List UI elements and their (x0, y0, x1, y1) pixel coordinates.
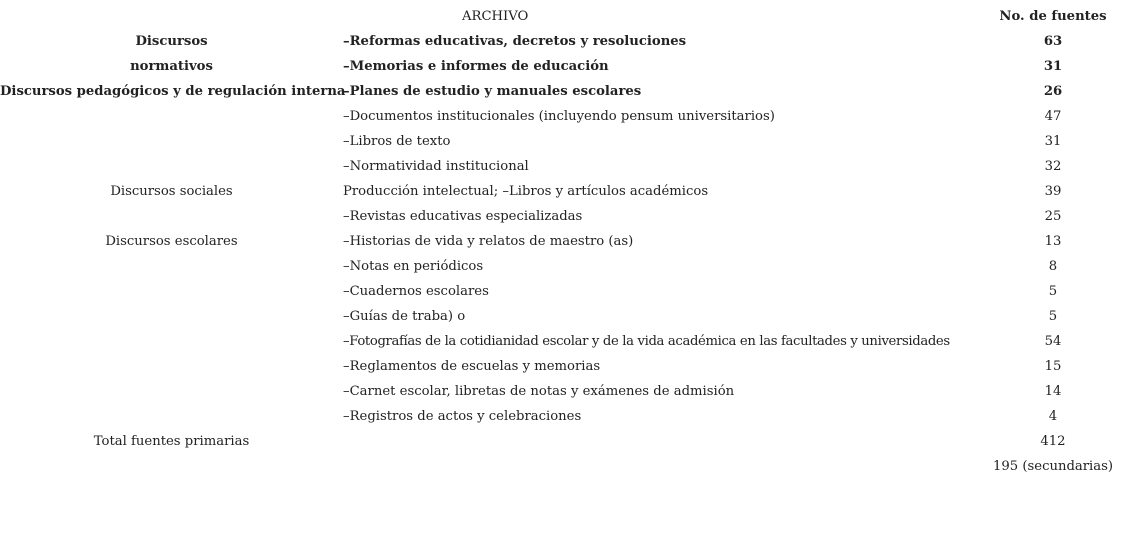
item-cell: –Planes de estudio y manuales escolares (343, 84, 642, 99)
item-cell: –Historias de vida y relatos de maestro (as) (343, 234, 634, 249)
count-cell: 31 (1043, 59, 1063, 74)
count-cell: 26 (1043, 84, 1063, 99)
fuentes-header: No. de fuentes (999, 9, 1107, 24)
category-cell: Discursos (135, 34, 208, 49)
table-row (0, 54, 1122, 79)
sources-table (0, 4, 1122, 479)
table-row (0, 379, 1122, 404)
count-cell: 25 (1044, 209, 1062, 224)
table-row (0, 204, 1122, 229)
item-cell: –Notas en periódicos (343, 259, 484, 274)
count-cell: 32 (1044, 159, 1062, 174)
table-row (0, 254, 1122, 279)
category-cell: normativos (130, 59, 213, 74)
count-cell: 63 (1043, 34, 1063, 49)
item-cell: –Reglamentos de escuelas y memorias (343, 359, 601, 374)
item-cell: –Registros de actos y celebraciones (343, 409, 582, 424)
category-cell: Discursos escolares (105, 234, 238, 249)
category-cell: Discursos sociales (110, 184, 233, 199)
table-row (0, 404, 1122, 429)
item-cell: –Normatividad institucional (343, 159, 529, 174)
table-row (0, 129, 1122, 154)
category-cell: Discursos pedagógicos y de regulación interna (0, 84, 346, 99)
count-cell: 5 (1048, 284, 1058, 299)
archivo-header: ARCHIVO (462, 9, 529, 24)
table-row (0, 354, 1122, 379)
item-cell: Producción intelectual; –Libros y artículos académicos (343, 184, 709, 199)
table-row (0, 304, 1122, 329)
table-row (0, 229, 1122, 254)
count-cell: 8 (1048, 259, 1058, 274)
table-row (0, 79, 1122, 104)
count-cell: 5 (1048, 309, 1058, 324)
total-row (0, 429, 1122, 454)
item-cell: –Carnet escolar, libretas de notas y exámenes de admisión (343, 384, 735, 399)
item-cell: –Documentos institucionales (incluyendo pensum universitarios) (343, 109, 775, 124)
count-cell: 54 (1044, 334, 1062, 349)
item-cell: –Fotografías de la cotidianidad escolar y de la vida académica en las facultades y universidades (343, 334, 950, 349)
item-cell: –Guías de traba) o (343, 309, 466, 324)
item-cell: –Memorias e informes de educación (343, 59, 609, 74)
table-row (0, 329, 1122, 354)
total-value: 412 (1040, 434, 1066, 449)
table-row (0, 154, 1122, 179)
item-cell: –Cuadernos escolares (343, 284, 489, 299)
item-cell: –Reformas educativas, decretos y resoluciones (343, 34, 687, 49)
count-cell: 39 (1044, 184, 1062, 199)
header-row (0, 4, 1122, 29)
total-label: Total fuentes primarias (93, 434, 250, 449)
secondary-count: 195 (secundarias) (993, 459, 1114, 474)
count-cell: 31 (1044, 134, 1062, 149)
table-row (0, 179, 1122, 204)
table-row (0, 29, 1122, 54)
count-cell: 15 (1044, 359, 1062, 374)
table-row (0, 104, 1122, 129)
secondary-row (0, 454, 1122, 479)
count-cell: 13 (1044, 234, 1062, 249)
count-cell: 4 (1048, 409, 1058, 424)
count-cell: 47 (1044, 109, 1062, 124)
item-cell: –Revistas educativas especializadas (343, 209, 583, 224)
count-cell: 14 (1044, 384, 1062, 399)
item-cell: –Libros de texto (343, 134, 451, 149)
table-row (0, 279, 1122, 304)
